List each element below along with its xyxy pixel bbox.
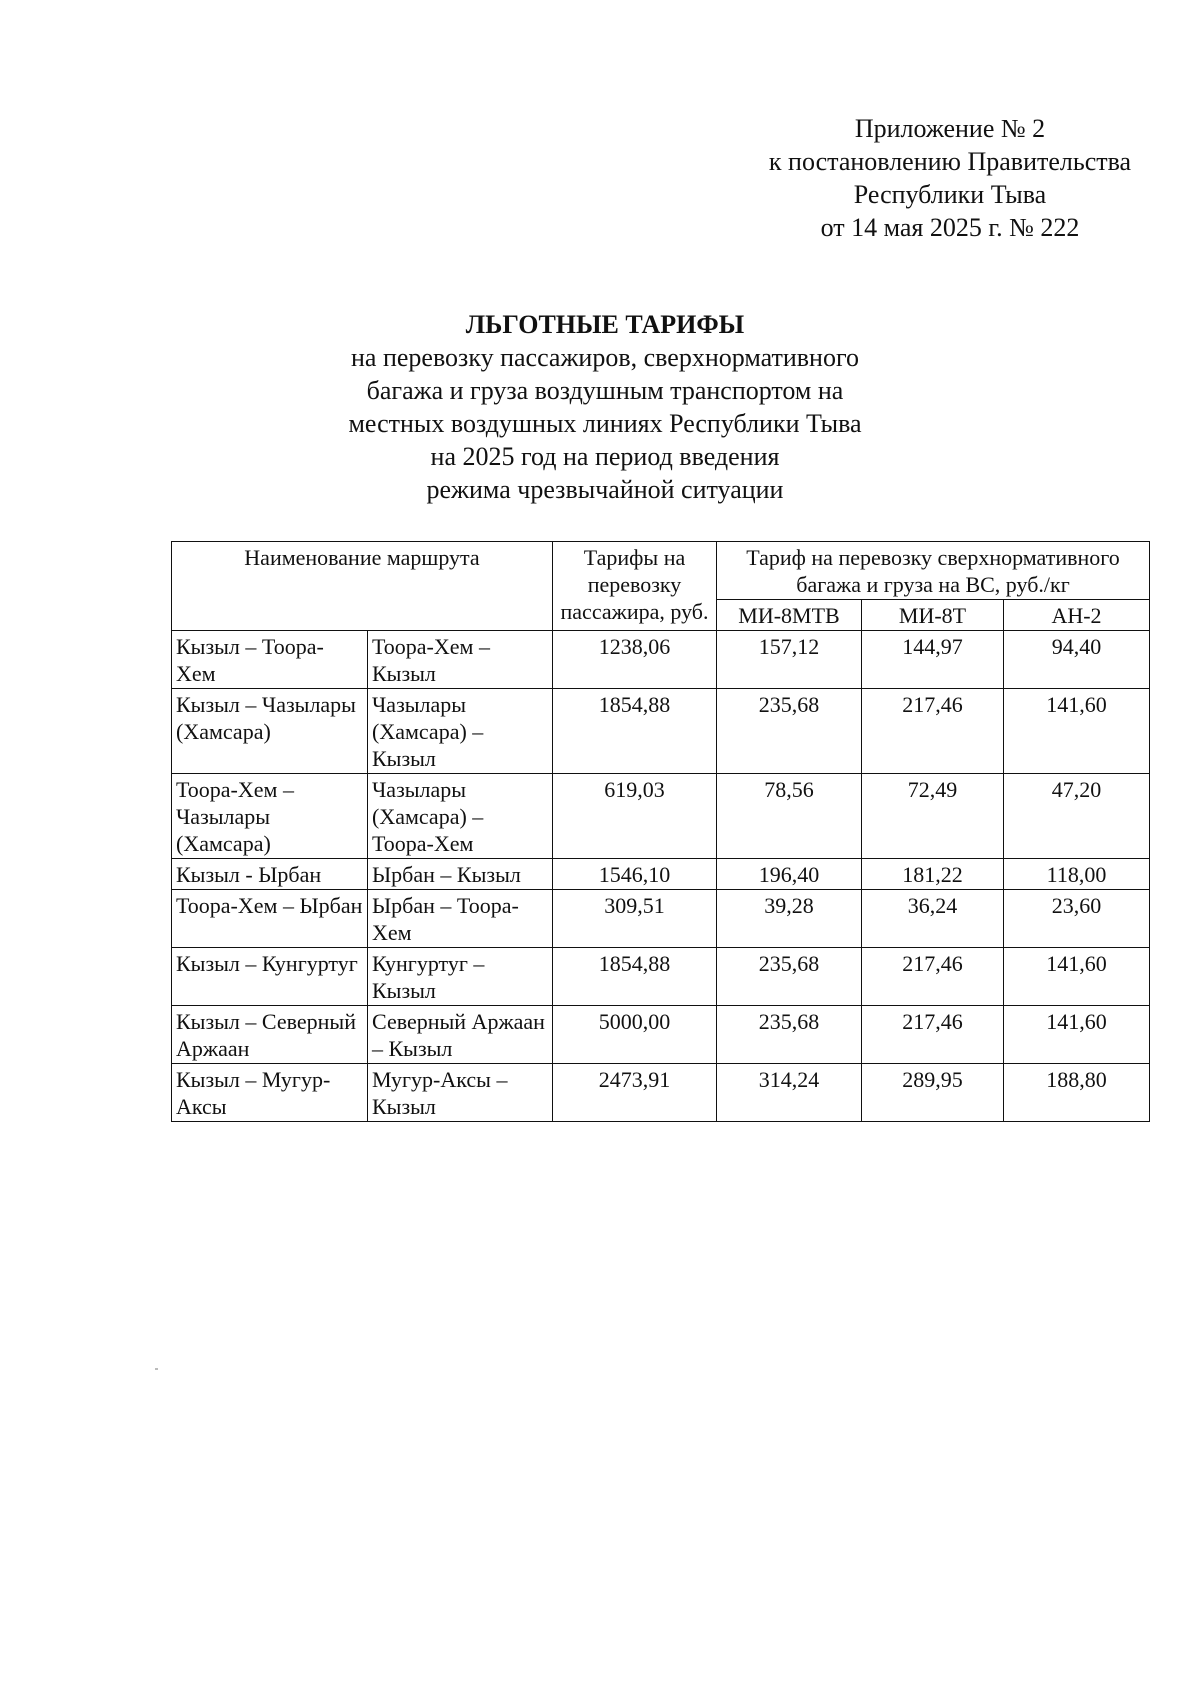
passenger-tariff: 1854,88: [553, 689, 717, 774]
tariff-mi8t: 72,49: [862, 774, 1004, 859]
tariff-an2: 94,40: [1004, 631, 1150, 689]
route-return: Чазылары (Хамсара) – Тоора-Хем: [368, 774, 553, 859]
tariff-mi8mtv: 78,56: [717, 774, 862, 859]
route-return: Тоора-Хем – Кызыл: [368, 631, 553, 689]
passenger-tariff: 5000,00: [553, 1006, 717, 1064]
tariff-an2: 23,60: [1004, 890, 1150, 948]
route-outbound: Тоора-Хем – Чазылары (Хамсара): [172, 774, 368, 859]
header-aircraft-an2: АН-2: [1004, 600, 1150, 631]
route-return: Ырбан – Кызыл: [368, 859, 553, 890]
header-route: Наименование маршрута: [172, 542, 553, 631]
document-title: [300, 308, 910, 506]
route-return: Кунгуртуг – Кызыл: [368, 948, 553, 1006]
tariff-an2: 141,60: [1004, 1006, 1150, 1064]
route-return: Мугур-Аксы – Кызыл: [368, 1064, 553, 1122]
annex-line: от 14 мая 2025 г. № 222: [820, 213, 1080, 242]
route-outbound: Тоора-Хем – Ырбан: [172, 890, 368, 948]
table-row: [172, 890, 1150, 948]
table-row: [172, 1064, 1150, 1122]
annex-line: Республики Тыва: [853, 180, 1047, 209]
route-outbound: Кызыл – Чазылары (Хамсара): [172, 689, 368, 774]
passenger-tariff: 309,51: [553, 890, 717, 948]
tariff-mi8t: 217,46: [862, 948, 1004, 1006]
passenger-tariff: 1854,88: [553, 948, 717, 1006]
annex-line: к постановлению Правительства: [768, 147, 1132, 176]
passenger-tariff: 2473,91: [553, 1064, 717, 1122]
table-row: [172, 689, 1150, 774]
subtitle-line: на перевозку пассажиров, сверхнормативного: [351, 343, 859, 372]
tariff-mi8mtv: 39,28: [717, 890, 862, 948]
subtitle-line: местных воздушных линиях Республики Тыва: [348, 409, 862, 438]
tariff-mi8mtv: 235,68: [717, 1006, 862, 1064]
tariff-mi8t: 217,46: [862, 689, 1004, 774]
tariff-mi8t: 181,22: [862, 859, 1004, 890]
header-passenger-tariff: Тарифы на перевозку пассажира, руб.: [553, 542, 717, 631]
route-return: Чазылары (Хамсара) – Кызыл: [368, 689, 553, 774]
table-row: [172, 631, 1150, 689]
passenger-tariff: 1238,06: [553, 631, 717, 689]
passenger-tariff: 1546,10: [553, 859, 717, 890]
header-aircraft-mi8t: МИ-8Т: [862, 600, 1004, 631]
tariff-mi8t: 144,97: [862, 631, 1004, 689]
annex-note: [740, 112, 1160, 244]
table-row: [172, 859, 1150, 890]
passenger-tariff: 619,03: [553, 774, 717, 859]
tariff-mi8t: 36,24: [862, 890, 1004, 948]
tariff-an2: 188,80: [1004, 1064, 1150, 1122]
tariff-mi8mtv: 157,12: [717, 631, 862, 689]
tariff-mi8t: 217,46: [862, 1006, 1004, 1064]
header-cargo-tariff: Тариф на перевозку сверхнормативного багажа и груза на ВС, руб./кг: [717, 542, 1150, 600]
tariff-an2: 118,00: [1004, 859, 1150, 890]
tariff-mi8mtv: 314,24: [717, 1064, 862, 1122]
tariff-mi8mtv: 196,40: [717, 859, 862, 890]
route-outbound: Кызыл – Тоора-Хем: [172, 631, 368, 689]
tariff-mi8t: 289,95: [862, 1064, 1004, 1122]
route-outbound: Кызыл – Мугур-Аксы: [172, 1064, 368, 1122]
tariff-an2: 141,60: [1004, 948, 1150, 1006]
scan-artifact: [155, 1368, 158, 1370]
tariff-mi8mtv: 235,68: [717, 948, 862, 1006]
tariff-table: [171, 541, 1150, 1122]
table-row: [172, 1006, 1150, 1064]
tariff-an2: 47,20: [1004, 774, 1150, 859]
tariff-an2: 141,60: [1004, 689, 1150, 774]
table-row: [172, 948, 1150, 1006]
subtitle-line: режима чрезвычайной ситуации: [426, 475, 784, 504]
route-outbound: Кызыл - Ырбан: [172, 859, 368, 890]
subtitle-line: багажа и груза воздушным транспортом на: [366, 376, 844, 405]
route-outbound: Кызыл – Северный Аржаан: [172, 1006, 368, 1064]
table-row: [172, 774, 1150, 859]
subtitle-line: на 2025 год на период введения: [430, 442, 780, 471]
route-return: Ырбан – Тоора-Хем: [368, 890, 553, 948]
route-return: Северный Аржаан – Кызыл: [368, 1006, 553, 1064]
route-outbound: Кызыл – Кунгуртуг: [172, 948, 368, 1006]
main-title: ЛЬГОТНЫЕ ТАРИФЫ: [465, 310, 745, 339]
tariff-mi8mtv: 235,68: [717, 689, 862, 774]
header-aircraft-mi8mtv: МИ-8МТВ: [717, 600, 862, 631]
annex-line: Приложение № 2: [854, 114, 1046, 143]
